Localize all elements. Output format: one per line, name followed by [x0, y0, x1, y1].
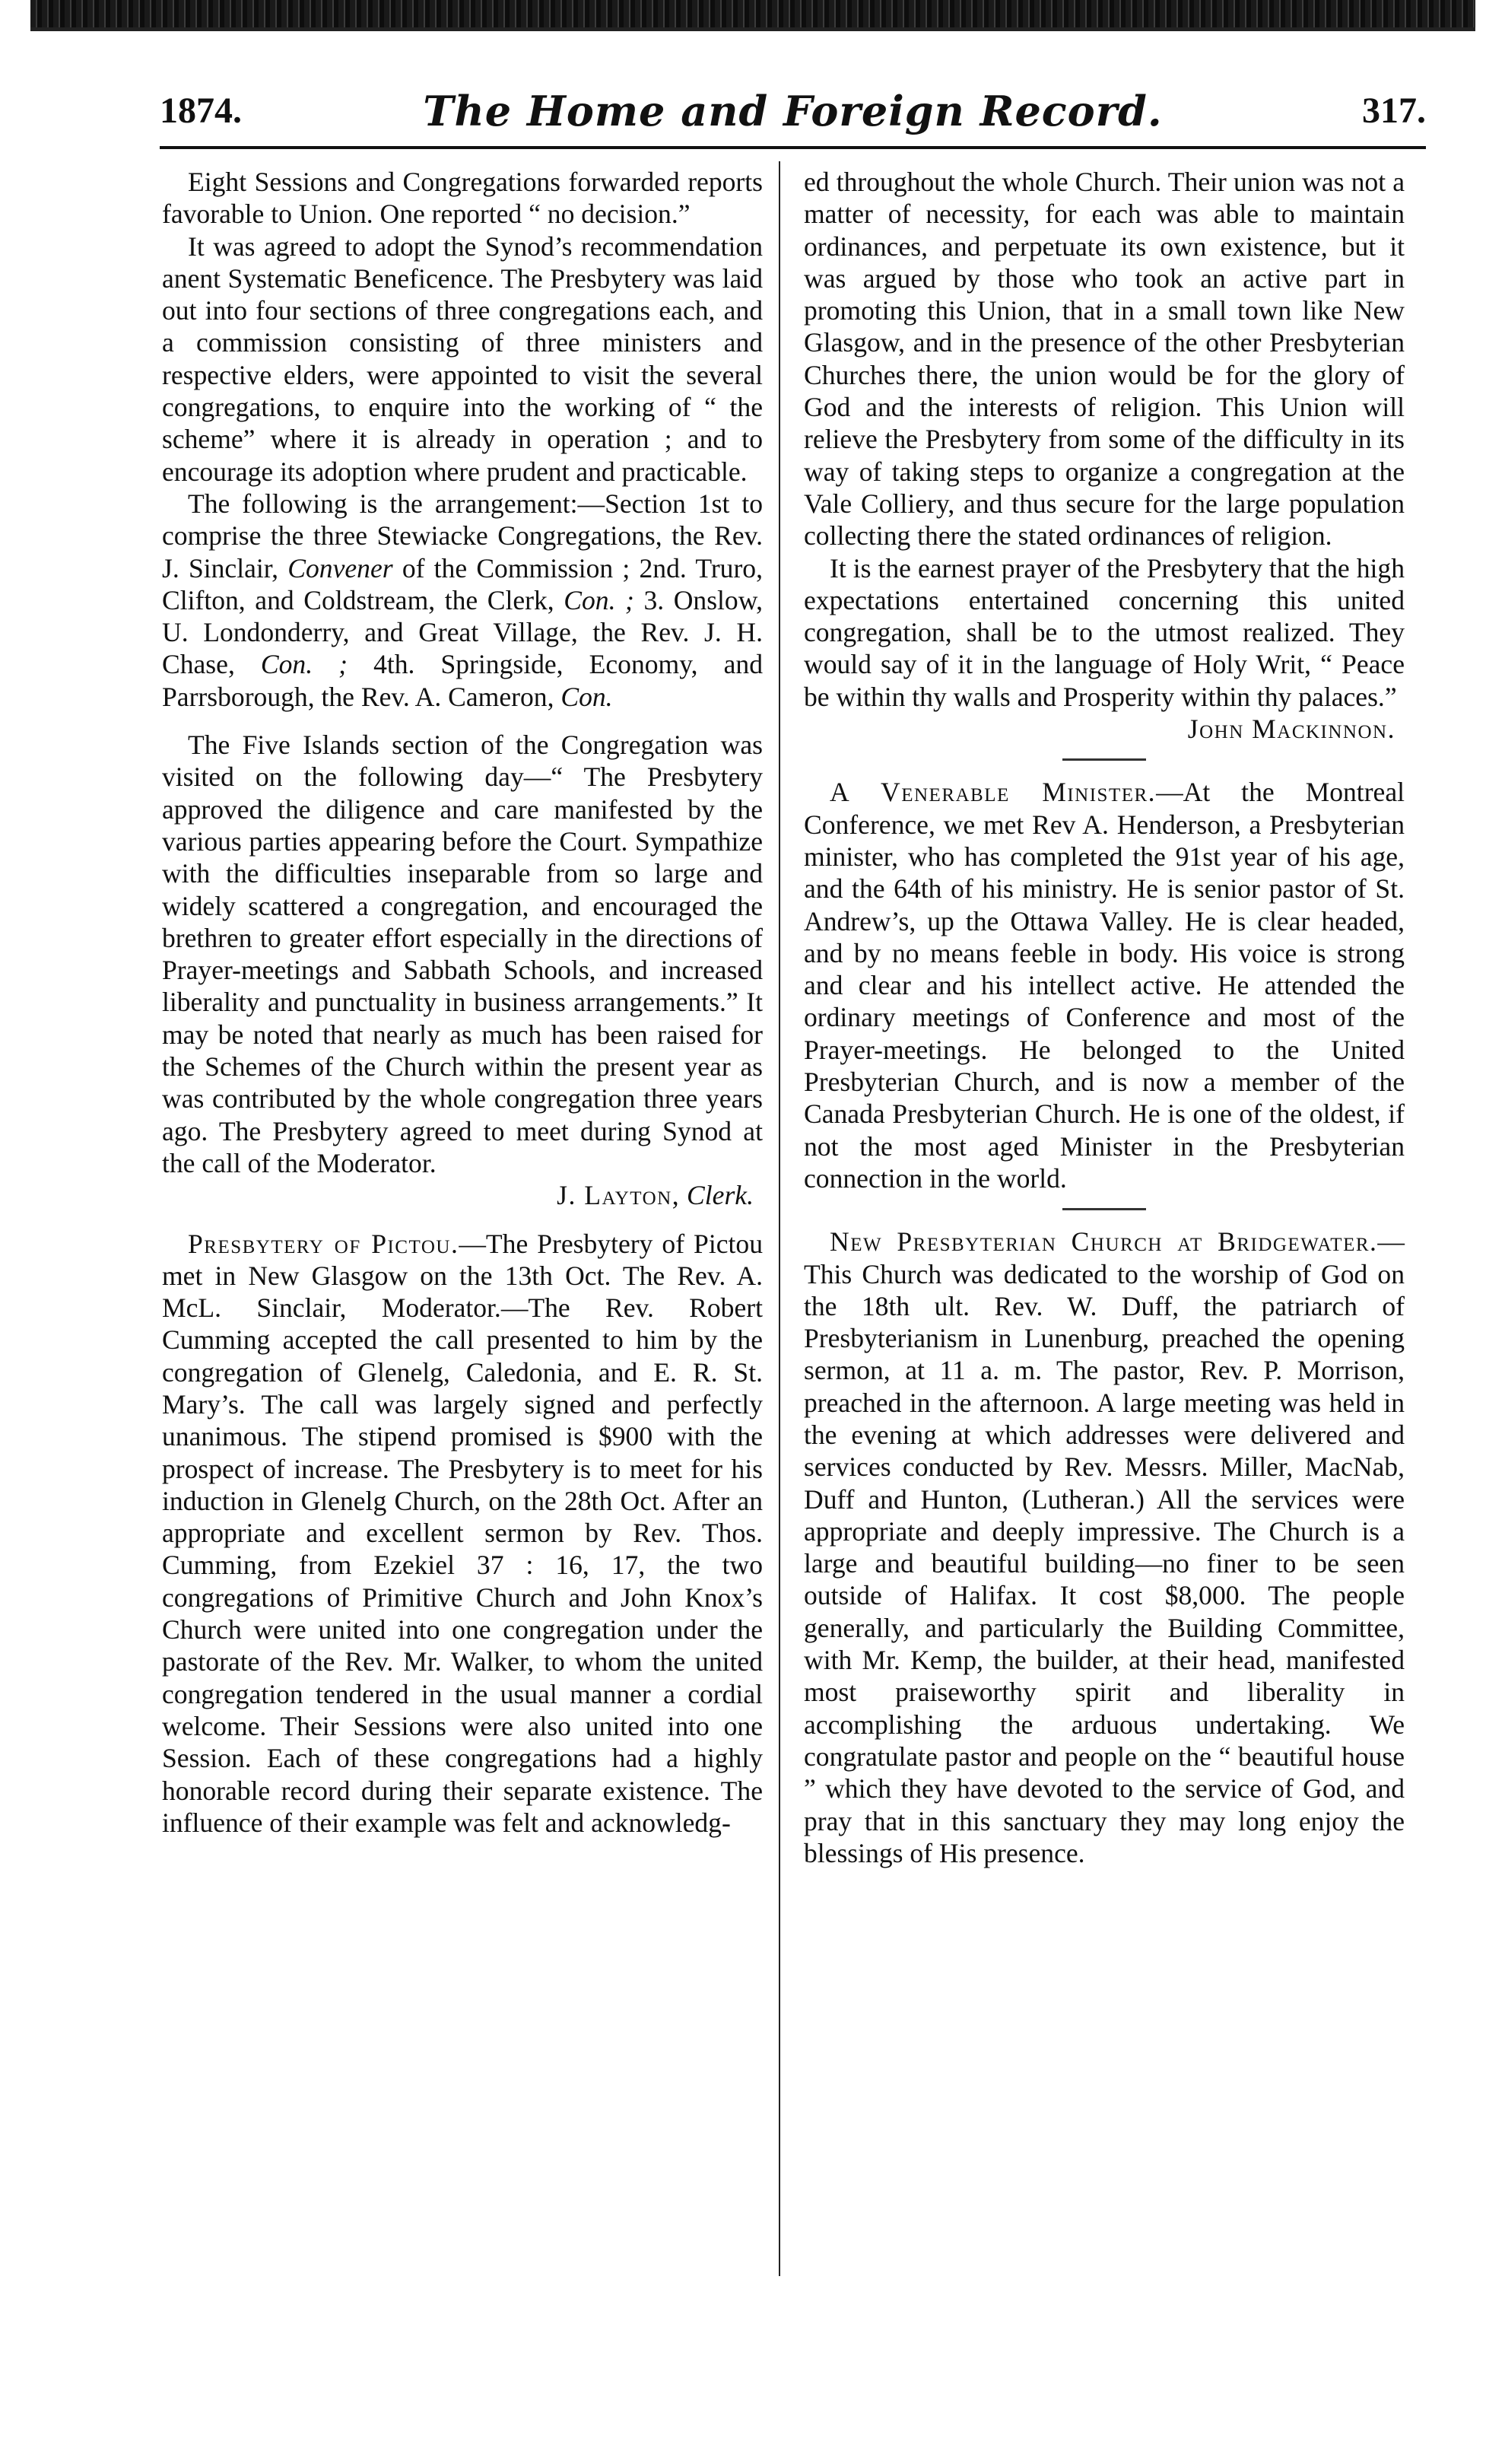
- top-edge-rule: [30, 27, 1475, 31]
- header-year: 1874.: [160, 91, 242, 131]
- arrangement-text-d: 4th. Springside, Economy, and Parrsborough, the Rev. A. Cameron,: [162, 649, 763, 712]
- page-number: 317.: [1362, 91, 1426, 131]
- arrangement-convener: Convener: [287, 552, 393, 583]
- column-divider: [779, 161, 780, 2276]
- right-column: [804, 166, 1405, 1869]
- text-presbytery-pictou: —The Presbytery of Pictou met in New Glasgow on the 13th Oct. The Rev. A. McL. Sinclair, Moderator.—The Rev. Robert Cumming accepted the call presented to him by the congregation of Glenelg, Caledonia, and E. R. St. Mary’s. The call was largely signed and perfectly unanimous. The stipend promised is $900 with the prospect of increase. The Presbytery is to meet for his induction in Glenelg Church, on the 28th Oct. After an appropriate and excellent sermon by Rev. Thos. Cumming, from Ezekiel 37 : 16, 17, the two congregations of Primitive Church and John Knox’s Church were united into one congregation under the pastorate of the Rev. Mr. Walker, to whom the united congregation tendered in the usual manner a cordial welcome. Their Sessions were also united into one Session. Each of these congregations had a highly honorable record during their separate existence. The influence of their example was felt and acknowledg-: [162, 1228, 763, 1838]
- paragraph-five-islands: The Five Islands section of the Congregation was visited on the following day—“ The Presbytery approved the diligence and care manifested by the various parties appearing before the Court. Sympathize with the difficulties inseparable from so large and widely scattered a congregation, and encouraged the brethren to greater effort especially in the directions of Prayer-meetings and Sabbath Schools, and increased liberality and punctuality in business arrangements.” It may be noted that nearly as much has been raised for the Schemes of the Church within the present year as was contributed by the whole congregation three years ago. The Presbytery agreed to meet during Synod at the call of the Moderator.: [162, 730, 763, 1178]
- paragraph-venerable-minister: [804, 776, 1405, 1194]
- text-venerable-minister: —At the Montreal Conference, we met Rev A. Henderson, a Presbyterian minister, who has completed the 91st year of his age, and the 64th of his ministry. He is senior pastor of St. Andrew’s, up the Ottawa Valley. He is clear headed, and by no means feeble in body. His voice is strong and clear and his intellect active. He attended the ordinary meetings of Conference and most of the Prayer-meetings. He belonged to the United Presbyterian Church, and is now a member of the Canada Presbyterian Church. He is one of the oldest, if not the most aged Minister in the Presbyterian connection in the world.: [804, 777, 1405, 1194]
- journal-title: The Home and Foreign Record.: [423, 87, 1163, 135]
- header-rule: [160, 146, 1426, 149]
- running-header: [160, 87, 1426, 151]
- paragraph-presbytery-pictou: [162, 1228, 763, 1839]
- arrangement-con-3: Con.: [560, 681, 613, 712]
- arrangement-text-b: of the Commission ; 2nd. Truro, Clifton, and Coldstream, the Clerk,: [162, 552, 763, 615]
- top-edge-band: [30, 0, 1475, 27]
- heading-presbytery-pictou: Presbytery of Pictou.: [188, 1228, 459, 1259]
- signature-layton: [162, 1179, 763, 1211]
- arrangement-con-2: Con. ;: [260, 649, 348, 680]
- section-rule-2: [1062, 1208, 1146, 1210]
- signature-layton-role: Clerk.: [687, 1180, 754, 1211]
- arrangement-text-a: The following is the arrangement:—Section 1st to comprise the three Stewiacke Congregations, the Rev. J. Sinclair,: [162, 488, 763, 583]
- paragraph-earnest-prayer: It is the earnest prayer of the Presbytery that the high expectations entertained concerning this united congregation, shall be to the utmost realized. They would say of it in the language of Holy Writ, “ Peace be within thy walls and Prosperity within thy palaces.”: [804, 552, 1405, 712]
- heading-bridgewater-church: New Presbyterian Church at Bridgewater.: [830, 1226, 1378, 1257]
- signature-mackinnon: John Mackinnon.: [1187, 714, 1395, 745]
- arrangement-text-c: 3. Onslow, U. Londonderry, and Great Village, the Rev. J. H. Chase,: [162, 584, 763, 680]
- paragraph-systematic-beneficence: It was agreed to adopt the Synod’s recommendation anent Systematic Beneficence. The Presbytery was laid out into four sections of three congregations each, and a commission consisting of three ministers and respective elders, were appointed to visit the several congregations, to enquire into the working of “ the scheme” where it is already in operation ; and to encourage its adoption where prudent and practicable.: [162, 231, 763, 487]
- paragraph-union-continued: ed throughout the whole Church. Their union was not a matter of necessity, for each was able to maintain ordinances, and perpetuate its own existence, but it was argued by those who took an active part in promoting this Union, that in a small town like New Glasgow, and in the presence of the other Presbyterian Churches there, the union would be for the glory of God and the interests of religion. This Union will relieve the Presbytery from some of the difficulty in its way of taking steps to organize a congregation at the Vale Colliery, and thus secure for the large population collecting there the stated ordinances of religion.: [804, 167, 1405, 552]
- arrangement-con-1: Con. ;: [564, 584, 634, 615]
- heading-venerable-minister: A Venerable Minister.: [830, 777, 1157, 808]
- paragraph-bridgewater-church: [804, 1226, 1405, 1869]
- paragraph-arrangement: [162, 488, 763, 713]
- left-column: [162, 166, 763, 1839]
- section-rule: [1062, 758, 1146, 761]
- signature-layton-name: J. Layton,: [557, 1180, 681, 1211]
- text-bridgewater-church: —This Church was dedicated to the worship of God on the 18th ult. Rev. W. Duff, the patriarch of Presbyterianism in Lunenburg, preached the opening sermon, at 11 a. m. The pastor, Rev. P. Morrison, preached in the afternoon. A large meeting was held in the evening at which addresses were delivered and services conducted by Rev. Messrs. Miller, MacNab, Duff and Hunton, (Lutheran.) All the services were appropriate and deeply impressive. The Church is a large and beautiful building—no finer to be seen outside of Halifax. It cost $8,000. The people generally, and particularly the Building Committee, with Mr. Kemp, the builder, at their head, manifested most praiseworthy spirit and liberality in accomplishing the arduous undertaking. We congratulate pastor and people on the “ beautiful house ” which they have devoted to the service of God, and pray that in this sanctuary they may long enjoy the blessings of His presence.: [804, 1226, 1405, 1868]
- paragraph-sessions-reports: Eight Sessions and Congregations forwarded reports favorable to Union. One reported “ no decision.”: [162, 167, 763, 230]
